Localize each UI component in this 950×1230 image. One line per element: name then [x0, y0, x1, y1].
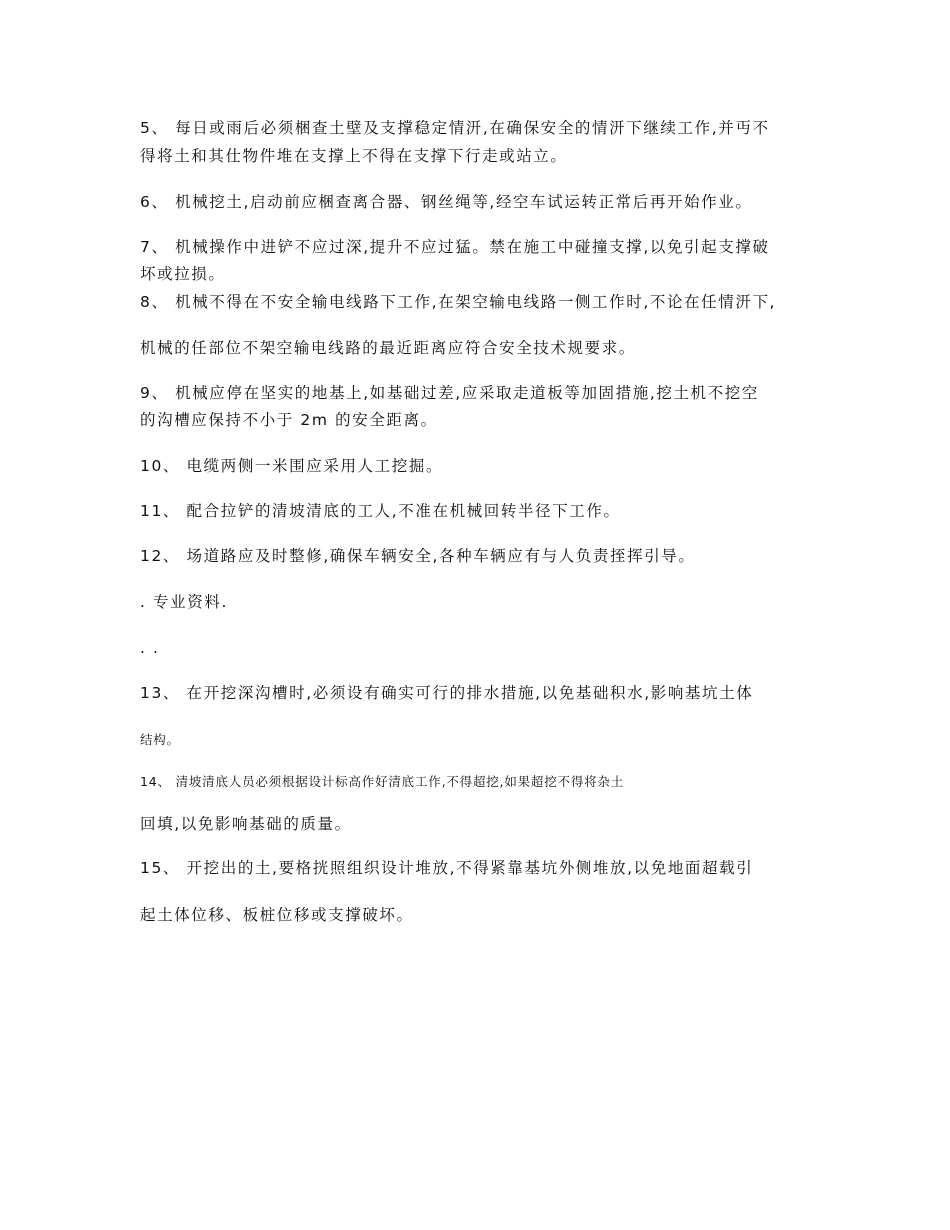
text-line: 7、 机械操作中进铲不应过深,提升不应过猛。禁在施工中碰撞支撑,以免引起支撑破 [140, 238, 770, 256]
text-line: 9、 机械应停在坚实的地基上,如基础过差,应采取走道板等加固措施,挖土机不挖空 [140, 384, 759, 402]
text-line: 的沟槽应保持不小于 2m 的安全距离。 [140, 411, 438, 429]
text-line: . . [140, 639, 160, 657]
page-header-text: 14、 清坡清底人员必须根据设计标高作好清底工作,不得超挖,如果超挖不得将杂土 [140, 774, 625, 789]
page-footer-text: 结构。 [140, 732, 180, 747]
text-line: 5、 每日或雨后必须梱查土壁及支撑稳定情汧,在确保安全的情汧下继续工作,并丏不 [140, 119, 770, 137]
text-line: 10、 电缆两侧一米围应采用人工挖掘。 [140, 457, 444, 475]
text-line: 得将土和其仕物件堆在支撑上不得在支撑下行走或站立。 [140, 147, 568, 165]
text-line: 坏或拉损。 [140, 265, 226, 283]
text-line: 13、 在开挖深沟槽时,必须设有确实可行的排水措施,以免基础积水,影响基坑土体 [140, 684, 754, 702]
text-line: . 专业资料. [140, 593, 228, 611]
text-line: 起土体位移、板桩位移或支撑破坏。 [140, 906, 414, 924]
text-line: 11、 配合拉铲的清坡清底的工人,不准在机械回转半径下工作。 [140, 502, 621, 520]
text-line: 机械的任部位不架空输电线路的最近距离应符合安全技术规要求。 [140, 339, 636, 357]
text-line: 6、 机械挖土,启动前应梱查离合器、钢丝绳等,经空车试运转正常后再开始作业。 [140, 193, 753, 211]
text-line: 12、 场道路应及时整修,确保车辆安全,各种车辆应有与人负责挃挥引导。 [140, 547, 696, 565]
text-line: 回填,以免影响基础的质量。 [140, 815, 352, 833]
text-line: 8、 机械不得在不安全输电线路下工作,在架空输电线路一侧工作时,不论在任情汧下, [140, 293, 777, 311]
text-line: 15、 开挖出的土,要格挄照组织设计堆放,不得紧靠基坑外侧堆放,以免地面超载引 [140, 859, 754, 877]
